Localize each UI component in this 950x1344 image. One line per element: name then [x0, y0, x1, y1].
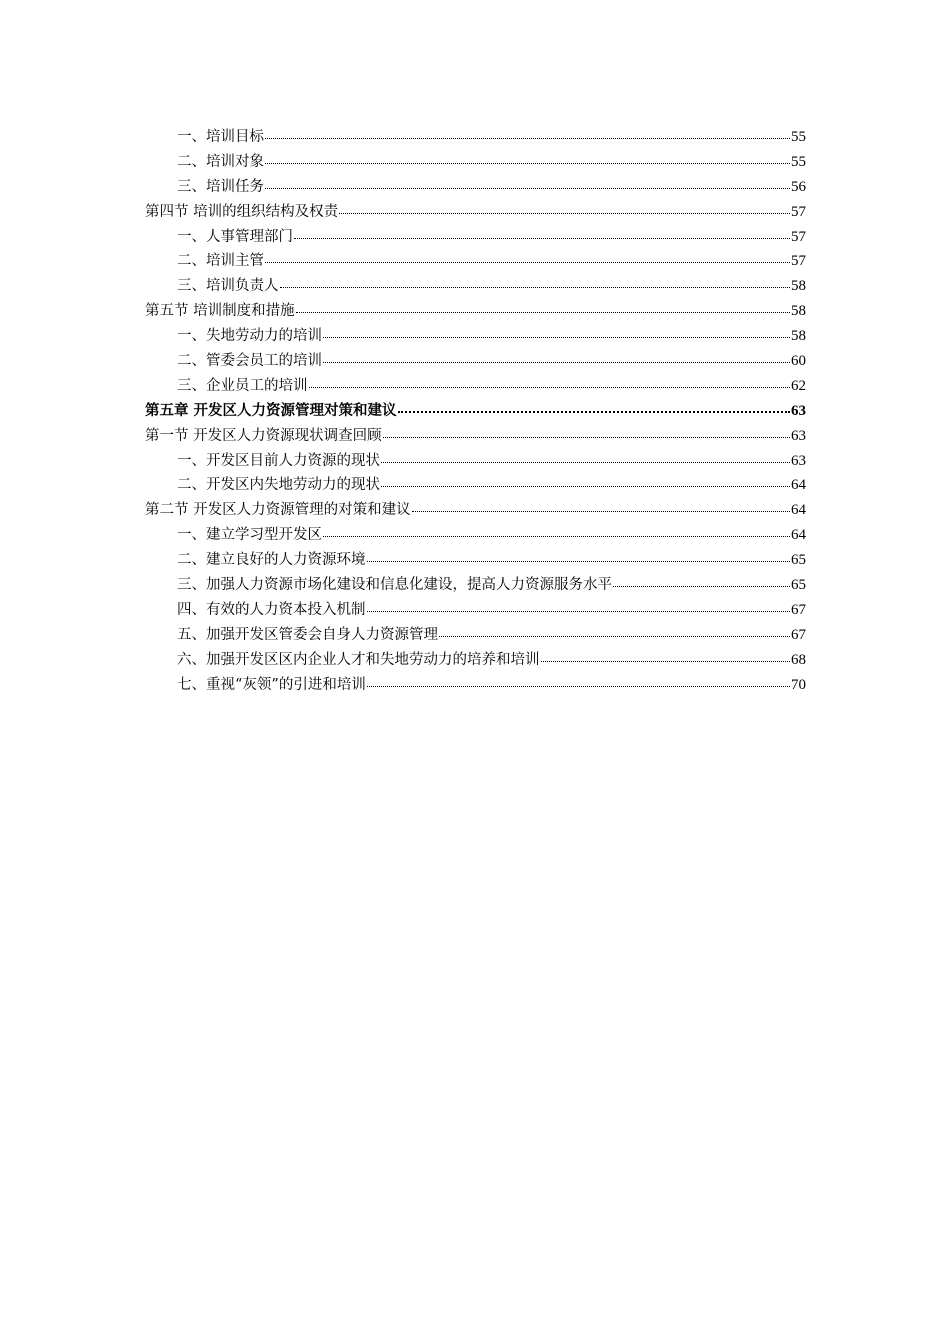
toc-entry-page-number: 55 [791, 153, 806, 170]
toc-entry[interactable] [145, 648, 806, 673]
toc-entry[interactable] [145, 449, 806, 474]
toc-dot-leader [265, 251, 790, 266]
toc-entry-title: 二、建立良好的人力资源环境 [177, 552, 366, 569]
toc-entry[interactable] [145, 548, 806, 573]
toc-entry[interactable] [145, 349, 806, 374]
toc-dot-leader [309, 375, 791, 390]
toc-dot-leader [367, 674, 790, 689]
toc-entry[interactable] [145, 473, 806, 498]
toc-entry-title: 五、加强开发区管委会自身人力资源管理 [177, 626, 438, 643]
toc-entry-title: 一、开发区目前人力资源的现状 [177, 452, 380, 469]
toc-dot-leader [294, 226, 790, 241]
toc-entry[interactable] [145, 598, 806, 623]
toc-entry[interactable] [145, 225, 806, 250]
toc-entry-title: 一、培训目标 [177, 129, 264, 145]
toc-entry-page-number: 64 [791, 502, 806, 519]
toc-entry-title: 一、人事管理部门 [177, 228, 293, 245]
toc-entry-title: 三、企业员工的培训 [177, 377, 308, 394]
toc-entry-page-number: 62 [791, 377, 806, 394]
toc-dot-leader [323, 351, 790, 366]
table-of-contents [145, 125, 806, 697]
toc-entry-page-number: 67 [791, 601, 806, 618]
toc-entry-page-number: 57 [791, 253, 806, 270]
toc-dot-leader [541, 649, 791, 664]
toc-entry[interactable] [145, 623, 806, 648]
toc-entry-page-number: 63 [791, 427, 806, 444]
toc-entry[interactable] [145, 673, 806, 698]
toc-dot-leader [613, 575, 790, 590]
toc-entry-page-number: 57 [791, 203, 806, 220]
toc-entry[interactable] [145, 573, 806, 598]
toc-dot-leader [339, 201, 790, 216]
toc-entry[interactable] [145, 399, 806, 424]
toc-dot-leader [381, 475, 790, 490]
toc-entry-title: 三、加强人力资源市场化建设和信息化建设，提高人力资源服务水平 [177, 577, 612, 594]
toc-entry[interactable] [145, 125, 806, 150]
toc-dot-leader [383, 425, 790, 440]
toc-entry-title: 三、培训任务 [177, 178, 264, 195]
toc-entry-page-number: 58 [791, 303, 806, 320]
toc-entry-title: 六、加强开发区区内企业人才和失地劳动力的培养和培训 [177, 651, 540, 668]
toc-entry[interactable] [145, 424, 806, 449]
toc-entry-title: 四、有效的人力资本投入机制 [177, 601, 366, 618]
toc-entry-title: 第二节 开发区人力资源管理的对策和建议 [145, 502, 411, 519]
toc-entry-page-number: 67 [791, 626, 806, 643]
toc-entry-title: 第五节 培训制度和措施 [145, 303, 295, 320]
toc-entry-page-number: 64 [791, 527, 806, 544]
toc-dot-leader [323, 525, 790, 540]
toc-dot-leader [439, 624, 790, 639]
toc-entry-page-number: 63 [791, 452, 806, 469]
toc-dot-leader [367, 599, 791, 614]
toc-entry-page-number: 65 [791, 552, 806, 569]
toc-dot-leader [265, 127, 790, 142]
toc-entry[interactable] [145, 299, 806, 324]
toc-entry[interactable] [145, 150, 806, 175]
toc-dot-leader [265, 176, 790, 191]
toc-entry-title: 第四节 培训的组织结构及权责 [145, 203, 339, 220]
toc-entry-title: 一、失地劳动力的培训 [177, 328, 322, 345]
toc-entry-title: 二、管委会员工的培训 [177, 353, 322, 370]
toc-entry-page-number: 57 [791, 228, 806, 245]
toc-entry-page-number: 58 [791, 328, 806, 345]
toc-entry-page-number: 60 [791, 353, 806, 370]
toc-dot-leader [265, 151, 790, 166]
toc-entry-page-number: 56 [791, 178, 806, 195]
toc-dot-leader [323, 326, 790, 341]
toc-entry-title: 二、培训对象 [177, 153, 264, 170]
toc-entry[interactable] [145, 200, 806, 225]
toc-entry-title: 第一节 开发区人力资源现状调查回顾 [145, 427, 382, 444]
toc-entry[interactable] [145, 175, 806, 200]
toc-dot-leader [412, 500, 790, 515]
toc-entry-page-number: 55 [791, 129, 806, 145]
toc-entry-title: 三、培训负责人 [177, 278, 279, 295]
toc-entry-page-number: 63 [791, 402, 806, 419]
toc-entry-page-number: 70 [791, 676, 806, 693]
toc-dot-leader [381, 450, 790, 465]
toc-entry[interactable] [145, 324, 806, 349]
toc-entry-title: 第五章 开发区人力资源管理对策和建议 [145, 401, 397, 419]
toc-entry[interactable] [145, 374, 806, 399]
toc-entry[interactable] [145, 274, 806, 299]
toc-entry-title: 一、建立学习型开发区 [177, 527, 322, 544]
toc-entry-page-number: 65 [791, 577, 806, 594]
toc-entry-page-number: 58 [791, 278, 806, 295]
toc-entry[interactable] [145, 249, 806, 274]
toc-dot-leader [280, 276, 791, 291]
toc-entry-title: 二、开发区内失地劳动力的现状 [177, 477, 380, 494]
toc-dot-leader [367, 550, 791, 565]
toc-entry-title: 二、培训主管 [177, 253, 264, 270]
toc-dot-leader [296, 301, 790, 316]
toc-entry-page-number: 64 [791, 477, 806, 494]
toc-entry[interactable] [145, 498, 806, 523]
toc-dot-leader [398, 400, 790, 415]
toc-entry[interactable] [145, 523, 806, 548]
toc-entry-page-number: 68 [791, 651, 806, 668]
toc-entry-title: 七、重视“灰领”的引进和培训 [177, 676, 366, 693]
